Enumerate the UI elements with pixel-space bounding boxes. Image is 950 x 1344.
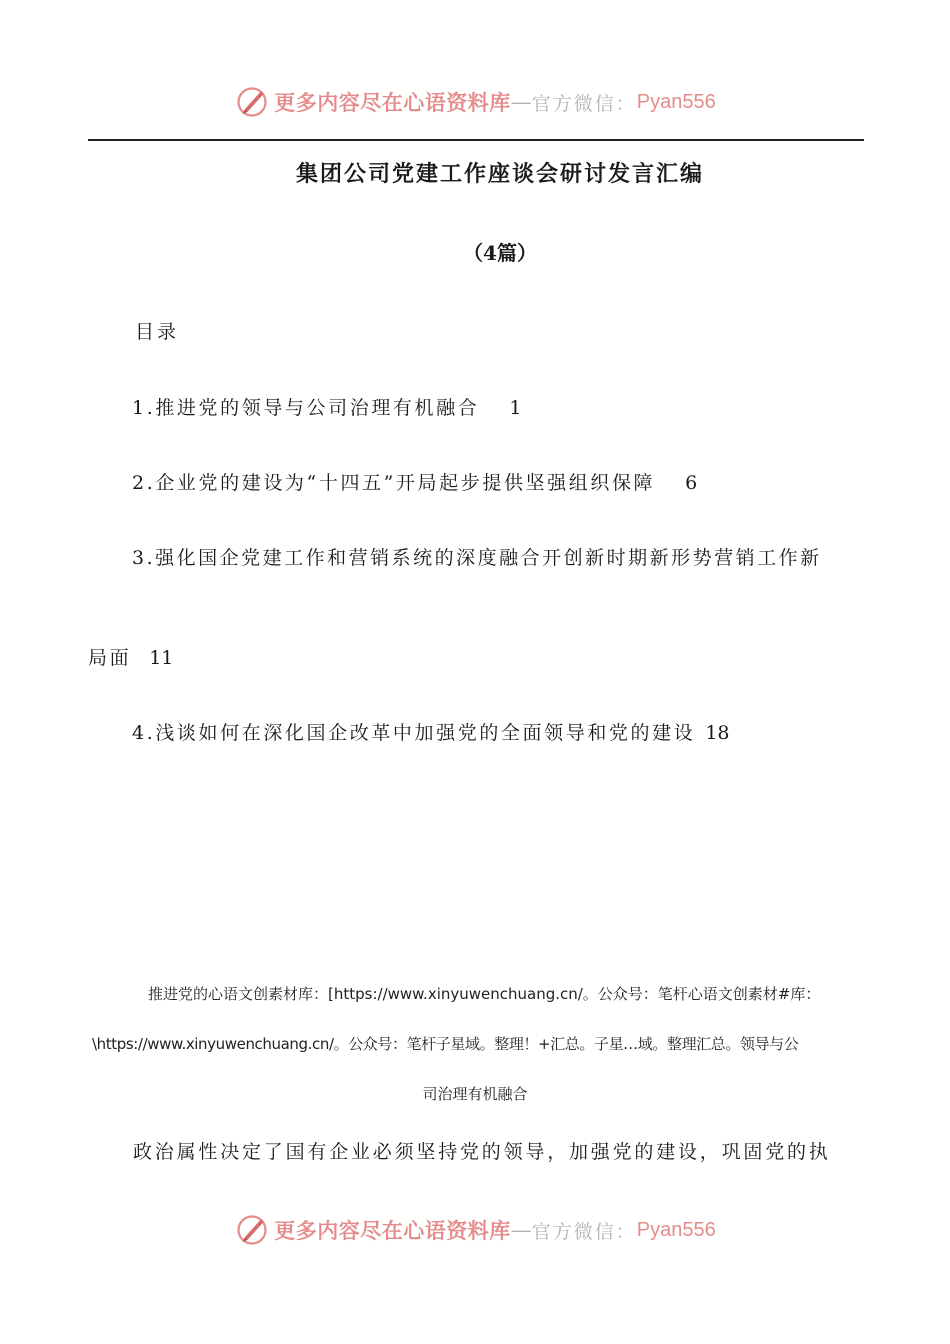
footer-watermark [0,1212,950,1248]
toc-item-label: 3.强化国企党建工作和营销系统的深度融合开创新时期新形势营销工作新 [132,547,822,569]
toc-item-label: 2.企业党的建设为“十四五”开局起步提供坚强组织保障 [132,472,656,494]
toc-item-label: 1.推进党的领导与公司治理有机融合 [132,397,480,419]
toc-item-label: 局面 [88,647,132,669]
notice-line: 司治理有机融合 [422,1085,528,1103]
watermark-wechat-id: Pyan556 [636,1218,716,1241]
notice-line: \https://www.xinyuwenchuang.cn/。公众号：笔杆子星域。整理！+汇总。子星…域。整理汇总。领导与公 [92,1035,799,1053]
watermark-dash: — [510,1218,532,1242]
header-watermark [0,84,950,120]
toc-item[interactable] [132,468,697,495]
document-subtitle: （4篇） [463,241,537,265]
toc-item-page: 1 [509,397,522,419]
watermark-text: 更多内容尽在心语资料库 [274,1218,511,1243]
watermark-wechat-id: Pyan556 [636,90,716,113]
watermark-wechat-label: 官方微信： [531,92,637,115]
toc-item-page: 6 [685,472,698,494]
pen-logo-icon [234,1212,270,1248]
toc-item-continuation[interactable] [88,643,173,670]
watermark-text: 更多内容尽在心语资料库 [274,90,511,115]
pen-logo-icon [234,84,270,120]
watermark-wechat-label: 官方微信： [531,1220,637,1243]
body-paragraph: 政治属性决定了国有企业必须坚持党的领导，加强党的建设，巩固党的执 [133,1141,831,1163]
document-title: 集团公司党建工作座谈会研讨发言汇编 [295,161,704,187]
toc-item-page: 18 [705,722,730,744]
watermark-dash: — [510,90,532,114]
header-divider [88,139,864,141]
toc-item[interactable] [132,718,730,745]
toc-heading: 目录 [135,321,180,343]
toc-item[interactable] [132,393,521,420]
toc-item[interactable] [132,543,822,570]
toc-item-label: 4.浅谈如何在深化国企改革中加强党的全面领导和党的建设 [132,722,696,744]
toc-item-page: 11 [149,647,174,669]
notice-line: 推进党的心语文创素材库：[https://www.xinyuwenchuang.cn/。公众号：笔杆心语文创素材#库： [148,985,821,1003]
